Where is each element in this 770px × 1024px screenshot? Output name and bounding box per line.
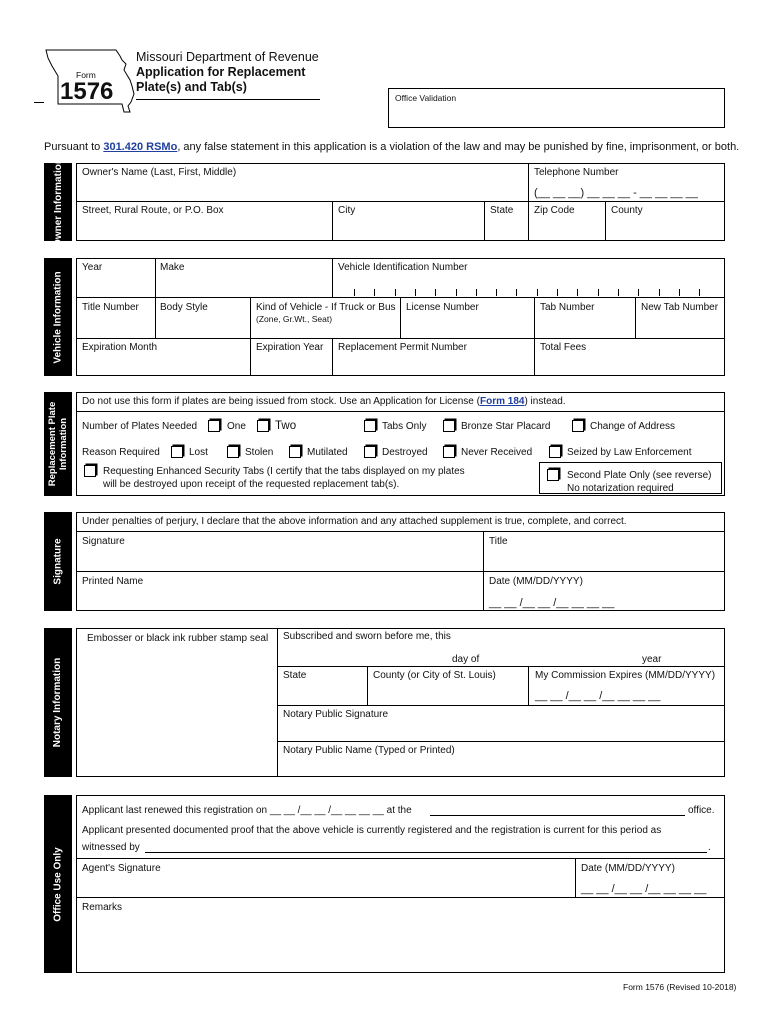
enhanced-tabs-checkbox[interactable] — [84, 465, 96, 477]
commission-date-mask: __ __ /__ __ /__ __ __ __ — [535, 690, 661, 702]
telephone-field[interactable]: Telephone Number — [534, 167, 619, 178]
notary-section-label: Notary Information — [44, 628, 72, 777]
office-date-mask: __ __ /__ __ /__ __ __ __ — [581, 883, 707, 895]
form-revision: Form 1576 (Revised 10-2018) — [623, 982, 737, 992]
destroyed-label: Destroyed — [382, 447, 428, 458]
signature-section-label: Signature — [44, 512, 72, 611]
signature-date-mask: __ __ /__ __ /__ __ __ __ — [489, 597, 615, 609]
seized-checkbox[interactable] — [549, 446, 561, 458]
vin-tick — [395, 289, 396, 296]
street-field[interactable]: Street, Rural Route, or P.O. Box — [82, 205, 224, 216]
signature-field[interactable]: Signature — [82, 536, 125, 547]
destroyed-checkbox[interactable] — [364, 446, 376, 458]
enhanced-tabs-line1: Requesting Enhanced Security Tabs (I certify that the tabs displayed on my plates — [103, 466, 465, 477]
vin-tick — [679, 289, 680, 296]
body-style-field[interactable]: Body Style — [160, 302, 208, 313]
vin-tick — [374, 289, 375, 296]
stolen-label: Stolen — [245, 447, 274, 458]
owner-name-field[interactable]: Owner's Name (Last, First, Middle) — [82, 167, 237, 178]
form-title-line1: Application for Replacement — [136, 65, 306, 79]
change-address-label: Change of Address — [590, 421, 676, 432]
mutilated-checkbox[interactable] — [289, 446, 301, 458]
sworn-statement: Subscribed and sworn before me, this — [283, 631, 451, 642]
office-validation-box — [388, 88, 725, 128]
vin-tick — [537, 289, 538, 296]
vin-tick — [557, 289, 558, 296]
lost-checkbox[interactable] — [171, 446, 183, 458]
office-date-field[interactable]: Date (MM/DD/YYYY) — [581, 863, 675, 874]
two-plates-label: Two — [275, 420, 297, 432]
day-of-label: day of — [452, 654, 480, 665]
city-field[interactable]: City — [338, 205, 356, 216]
new-tab-number-field[interactable]: New Tab Number — [641, 302, 719, 313]
form-number: 1576 — [60, 78, 114, 105]
witnessed-by-label: witnessed by — [82, 842, 140, 853]
form-title-line2: Plate(s) and Tab(s) — [136, 80, 247, 94]
one-plate-label: One — [227, 421, 246, 432]
notary-name-field[interactable]: Notary Public Name (Typed or Printed) — [283, 745, 455, 756]
false-statement-warning: Pursuant to 301.420 RSMo, any false statement in this application is a violation of the law and may be punished by fine, imprisonment, or both. — [44, 141, 740, 153]
witnessed-period: . — [708, 842, 711, 853]
kind-of-vehicle-field[interactable]: Kind of Vehicle - If Truck or Bus — [256, 302, 396, 313]
expiration-year-field[interactable]: Expiration Year — [256, 342, 324, 353]
vehicle-section-label: Vehicle Information — [44, 258, 72, 376]
year-field[interactable]: Year — [82, 262, 103, 273]
vin-tick — [577, 289, 578, 296]
stolen-checkbox[interactable] — [227, 446, 239, 458]
one-plate-checkbox[interactable] — [208, 420, 220, 432]
plates-needed-label: Number of Plates Needed — [82, 421, 198, 432]
total-fees-field[interactable]: Total Fees — [540, 342, 587, 353]
renewed-statement: Applicant last renewed this registration on __ __ /__ __ /__ __ __ __ at the — [82, 805, 412, 816]
office-validation-label: Office Validation — [395, 93, 457, 103]
mutilated-label: Mutilated — [307, 447, 348, 458]
vin-tick — [598, 289, 599, 296]
bronze-star-checkbox[interactable] — [443, 420, 455, 432]
kind-of-vehicle-hint: (Zone, Gr.Wt., Seat) — [256, 314, 333, 324]
second-plate-line1: Second Plate Only (see reverse) — [567, 470, 712, 481]
tabs-only-label: Tabs Only — [382, 421, 427, 432]
vin-tick — [476, 289, 477, 296]
tab-number-field[interactable]: Tab Number — [540, 302, 595, 313]
signature-date-field[interactable]: Date (MM/DD/YYYY) — [489, 576, 583, 587]
zip-code-field[interactable]: Zip Code — [534, 205, 575, 216]
expiration-month-field[interactable]: Expiration Month — [82, 342, 158, 353]
stock-plates-notice: Do not use this form if plates are being issued from stock. Use an Application for License (Form 184) instead. — [82, 396, 566, 407]
second-plate-line2: No notarization required — [567, 483, 674, 494]
license-number-field[interactable]: License Number — [406, 302, 479, 313]
vin-tick — [496, 289, 497, 296]
never-received-checkbox[interactable] — [443, 446, 455, 458]
vin-tick — [699, 289, 700, 296]
vin-tick — [618, 289, 619, 296]
county-field[interactable]: County — [611, 205, 643, 216]
replacement-section-label: Replacement Plate Information — [44, 392, 72, 496]
notary-state-field[interactable]: State — [283, 670, 307, 681]
vin-tick — [516, 289, 517, 296]
perjury-declaration: Under penalties of perjury, I declare that the above information and any attached supplement is true, complete, and correct. — [82, 516, 627, 527]
owner-section-label: Owner Information — [44, 163, 72, 241]
notary-county-field[interactable]: County (or City of St. Louis) — [373, 670, 496, 681]
lost-label: Lost — [189, 447, 208, 458]
commission-expires-field[interactable]: My Commission Expires (MM/DD/YYYY) — [535, 670, 716, 681]
title-number-field[interactable]: Title Number — [82, 302, 139, 313]
office-section-label: Office Use Only — [44, 795, 72, 973]
remarks-field[interactable]: Remarks — [82, 902, 123, 913]
vin-tick — [415, 289, 416, 296]
vin-field[interactable]: Vehicle Identification Number — [338, 262, 468, 273]
vin-tick — [659, 289, 660, 296]
vin-tick — [435, 289, 436, 296]
renewed-office-suffix: office. — [688, 805, 715, 816]
form-184-link[interactable]: Form 184 — [479, 396, 525, 407]
year-label: year — [642, 654, 662, 665]
vin-tick — [354, 289, 355, 296]
make-field[interactable]: Make — [160, 262, 185, 273]
printed-name-field[interactable]: Printed Name — [82, 576, 144, 587]
proof-statement: Applicant presented documented proof that the above vehicle is currently registered and the registration is current for this period as — [82, 825, 662, 836]
two-plates-checkbox[interactable] — [257, 420, 269, 432]
form-label: Form — [76, 70, 96, 80]
bronze-star-label: Bronze Star Placard — [461, 421, 551, 432]
second-plate-checkbox[interactable] — [547, 469, 559, 481]
notary-signature-field[interactable]: Notary Public Signature — [283, 709, 389, 720]
reason-required-label: Reason Required — [82, 447, 160, 458]
rsmo-link[interactable]: 301.420 RSMo — [103, 141, 178, 153]
vin-tick — [456, 289, 457, 296]
replacement-permit-field[interactable]: Replacement Permit Number — [338, 342, 467, 353]
never-received-label: Never Received — [461, 447, 533, 458]
seized-label: Seized by Law Enforcement — [567, 447, 692, 458]
agent-signature-field[interactable]: Agent's Signature — [82, 863, 161, 874]
enhanced-tabs-line2: will be destroyed upon receipt of the requested replacement tab(s). — [103, 479, 400, 490]
title-field[interactable]: Title — [489, 536, 508, 547]
state-field[interactable]: State — [490, 205, 514, 216]
telephone-mask: (__ __ __) __ __ __ - __ __ __ __ — [534, 187, 698, 199]
change-address-checkbox[interactable] — [572, 420, 584, 432]
vin-tick — [638, 289, 639, 296]
tabs-only-checkbox[interactable] — [364, 420, 376, 432]
department-name: Missouri Department of Revenue — [136, 50, 319, 64]
notary-seal-area: Embosser or black ink rubber stamp seal — [87, 633, 269, 644]
